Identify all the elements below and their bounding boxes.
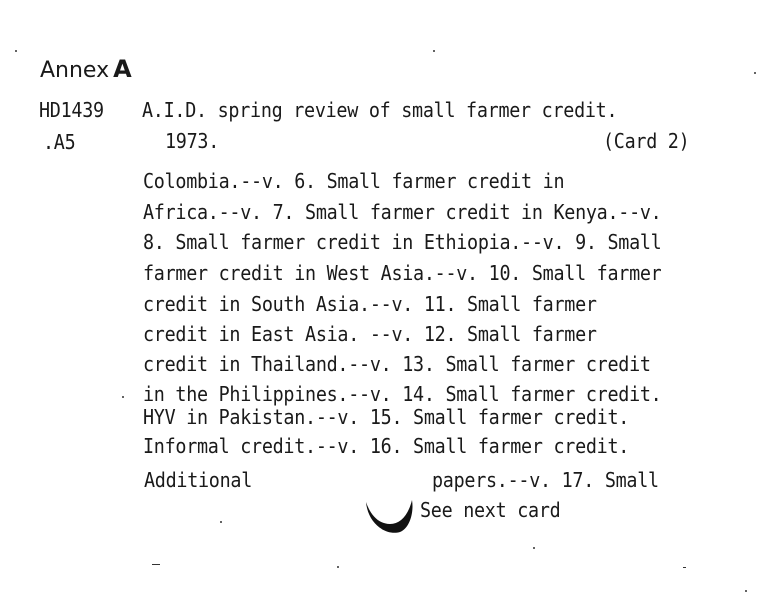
- scan-speck: [533, 547, 535, 549]
- contents-line: credit in East Asia. --v. 12. Small farmer: [143, 322, 597, 346]
- contents-line: 8. Small farmer credit in Ethiopia.--v. 9. Small: [143, 230, 662, 254]
- title-line2: 1973.: [165, 129, 220, 153]
- scan-speck: [122, 396, 124, 398]
- annex-letter: A: [113, 55, 132, 83]
- call-number-line2: .A5: [43, 130, 76, 154]
- contents-line: credit in Thailand.--v. 13. Small farmer credit: [143, 352, 651, 376]
- see-next-card: See next card: [420, 498, 561, 522]
- contents-line: credit in South Asia.--v. 11. Small farmer: [143, 292, 597, 316]
- contents-last-left: Additional: [144, 468, 253, 492]
- annex-prefix: Annex: [40, 58, 110, 83]
- scan-speck: [220, 521, 222, 523]
- contents-line: Africa.--v. 7. Small farmer credit in Kenya.--v.: [143, 200, 662, 224]
- scan-speck: [15, 50, 17, 52]
- title-line1: A.I.D. spring review of small farmer credit.: [142, 98, 618, 122]
- contents-line: Colombia.--v. 6. Small farmer credit in: [143, 169, 565, 193]
- scan-speck: [683, 567, 686, 568]
- contents-last-right: papers.--v. 17. Small: [432, 468, 659, 492]
- scan-speck: [754, 72, 756, 74]
- annex-heading: [40, 56, 132, 84]
- contents-line: farmer credit in West Asia.--v. 10. Small farmer: [143, 261, 662, 285]
- card-punch-notch-icon: [364, 498, 414, 536]
- scan-speck: [337, 566, 339, 568]
- contents-line: Informal credit.--v. 16. Small farmer credit.: [143, 434, 630, 458]
- scan-speck: [433, 50, 435, 52]
- card-label: (Card 2): [603, 129, 690, 153]
- scan-speck: [152, 564, 160, 565]
- contents-line: in the Philippines.--v. 14. Small farmer credit.: [143, 382, 662, 406]
- call-number-line1: HD1439: [39, 98, 104, 122]
- scan-speck: [745, 590, 747, 592]
- contents-line: HYV in Pakistan.--v. 15. Small farmer credit.: [143, 405, 630, 429]
